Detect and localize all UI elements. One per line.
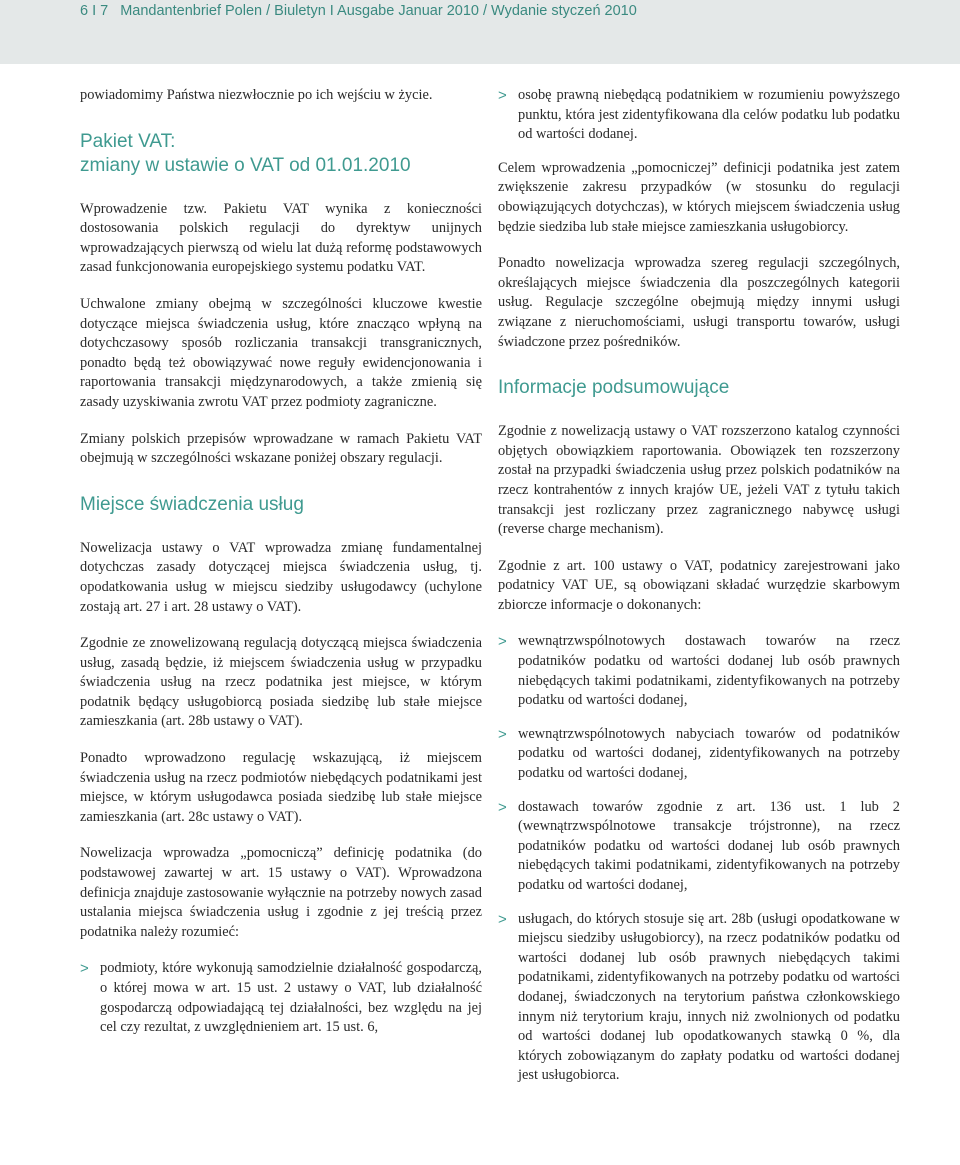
list-item-text: wewnątrzwspólnotowych nabyciach towarów od podatników podatku od wartości dodanej, zidentyfikowanych na potrzeby podatku od wartości dodanej,	[518, 725, 900, 782]
paragraph: Uchwalone zmiany obejmą w szczególności kluczowe kwestie dotyczące miejsca świadczenia usług, które znacząco wpłyną na dotychczasowy sposób rozliczania transakcji transgranicznych, ponadto będą też obowiązywać nowe reguły ewidencjonowania i raportowania transakcji międzynarodowych, a także zmienią się zasady uzyskiwania zwrotu VAT przez podmioty zagraniczne.	[80, 295, 482, 410]
bullet-marker-icon: >	[498, 910, 507, 928]
newsletter-title: Mandantenbrief Polen / Biuletyn I Ausgabe Januar 2010 / Wydanie styczeń 2010	[120, 3, 637, 19]
header-text	[80, 0, 637, 22]
list-item-text: podmioty, które wykonują samodzielnie działalność gospodarczą, o której mowa w art. 15 ust. 2 ustawy o VAT, lub działalność gospodarczą odpowiadającą tej działalności, bez względu na jej cel czy rezultat, z uwzględnieniem art. 15 ust. 6,	[100, 960, 482, 1036]
paragraph: Ponadto wprowadzono regulację wskazującą, iż miejscem świadczenia usług na rzecz podmiotów niebędących podatnikami jest miejsce, w którym usługodawca posiada siedzibę lub stałe miejsce zamieszkania (art. 28c ustawy o VAT).	[80, 750, 482, 825]
bullet-marker-icon: >	[498, 798, 507, 816]
bullet-marker-icon: >	[498, 87, 507, 104]
page-header	[0, 0, 960, 64]
bullet-list	[498, 632, 900, 1085]
paragraph: Wprowadzenie tzw. Pakietu VAT wynika z konieczności dostosowania polskich regulacji do dyrektyw unijnych wprowadzających pierwszą od wielu lat dużą reformę podstawowych zasad funkcjonowania europejskiego systemu podatku VAT.	[80, 200, 482, 276]
bullet-marker-icon: >	[498, 725, 507, 743]
paragraph: Zgodnie z art. 100 ustawy o VAT, podatnicy zarejestrowani jako podatnicy VAT UE, są obowiązani składać wurzędzie skarbowym zbiorcze informacje o dokonanych:	[498, 557, 900, 613]
heading-line-1: Pakiet VAT:	[80, 130, 176, 152]
list-item	[498, 632, 900, 710]
bullet-list	[498, 86, 900, 145]
list-item	[80, 959, 482, 1037]
section-heading-place-of-supply: Miejsce świadczenia usług	[80, 493, 304, 515]
left-column	[80, 86, 482, 1052]
list-item-text: wewnątrzwspólnotowych dostawach towarów na rzecz podatników podatku od wartości dodanej lub osób prawnych niebędących takimi podatnikami, zidentyfikowanych na potrzeby podatku od wartości dodanej,	[518, 633, 900, 709]
paragraph: Zgodnie ze znowelizowaną regulacją dotyczącą miejsca świadczenia usług, zasadą będzie, iż miejscem świadczenia usług w przypadku świadczenia usług na rzecz podatnika jest miejsce, w którym podatnik będący usługobiorcą posiada siedzibę lub stałe miejsce zamieszkania (art. 28b ustawy o VAT).	[80, 635, 482, 730]
bullet-list	[80, 959, 482, 1037]
bullet-marker-icon: >	[80, 960, 89, 978]
list-item	[498, 86, 900, 145]
right-column	[498, 86, 900, 1100]
list-item-text: usługach, do których stosuje się art. 28b (usługi opodatkowane w miejscu siedziby usługobiorcy), na rzecz podatników podatku od wartości dodanej lub osób prawnych niebędących takimi podatnikami, zidentyfikowanych na potrzeby podatku od wartości dodanej, świadczonych na terytorium państwa członkowskiego innym niż terytorium kraju, innych niż zwolnionych od podatku od wartości dodanej lub opodatkowanych stawką 0 %, dla których zobowiązanym do zapłaty podatku od wartości dodanej jest usługobiorca.	[518, 910, 900, 1084]
paragraph: Celem wprowadzenia „pomocniczej” definicji podatnika jest zatem zwiększenie zakresu przypadków (w stosunku do regulacji obowiązujących dotychczas), w których miejscem świadczenia usług będzie siedziba lub stałe miejsce zamieszkania usługobiorcy.	[498, 159, 900, 235]
section-heading-summary-information: Informacje podsumowujące	[498, 377, 730, 399]
paragraph: Nowelizacja wprowadza „pomocniczą” definicję podatnika (do podstawowej zawartej w art. 15 ustawy o VAT). Wprowadzona definicja znajduje zastosowanie wyłącznie na potrzeby nowych zasad ustalania miejsca świadczenia usług i zgodnie z jej treścią przez podatnika należy rozumieć:	[80, 845, 482, 940]
list-item	[498, 910, 900, 1086]
list-item	[498, 798, 900, 896]
paragraph: Zgodnie z nowelizacją ustawy o VAT rozszerzono katalog czynności objętych obowiązkiem raportowania. Obowiązek ten rozszerzony został na przypadki świadczenia usług przez polskich podatników na rzecz kontrahentów z innych krajów UE, jeżeli VAT z tytułu takich transakcji jest rozliczany przez zagranicznego nabywcę usługi (reverse charge mechanism).	[498, 423, 900, 538]
page-number: 6 I 7	[80, 3, 109, 19]
list-item	[498, 725, 900, 784]
heading-line-2: zmiany w ustawie o VAT od 01.01.2010	[80, 154, 411, 176]
section-heading-vat-package	[80, 130, 482, 178]
bullet-marker-icon: >	[498, 633, 507, 651]
paragraph: Nowelizacja ustawy o VAT wprowadza zmianę fundamentalnej dotychczas zasady dotyczącej miejsca świadczenia usług, tj. opodatkowania usług w miejscu siedziby usługodawcy (uchylone zostają art. 27 i art. 28 ustawy o VAT).	[80, 539, 482, 615]
paragraph: Zmiany polskich przepisów wprowadzane w ramach Pakietu VAT obejmują w szczególności wskazane poniżej obszary regulacji.	[80, 430, 482, 467]
list-item-text: dostawach towarów zgodnie z art. 136 ust. 1 lub 2 (wewnątrzwspólnotowe transakcje trójstronne), na rzecz podatników podatku od wartości dodanej lub osób prawnych niebędących takimi podatnikami, zidentyfikowanych na potrzeby podatku od wartości dodanej,	[518, 798, 900, 893]
intro-paragraph: powiadomimy Państwa niezwłocznie po ich wejściu w życie.	[80, 87, 433, 103]
list-item-text: osobę prawną niebędącą podatnikiem w rozumieniu powyższego punktu, która jest zidentyfikowana dla celów podatku lub podatku od wartości dodanej.	[518, 87, 900, 143]
paragraph: Ponadto nowelizacja wprowadza szereg regulacji szczególnych, określających miejsce świadczenia dla poszczególnych kategorii usług. Regulacje szczególne obejmują między innymi usługi związane z nieruchomościami, usługi transportu towarów, usługi świadczone przez pośredników.	[498, 255, 900, 350]
